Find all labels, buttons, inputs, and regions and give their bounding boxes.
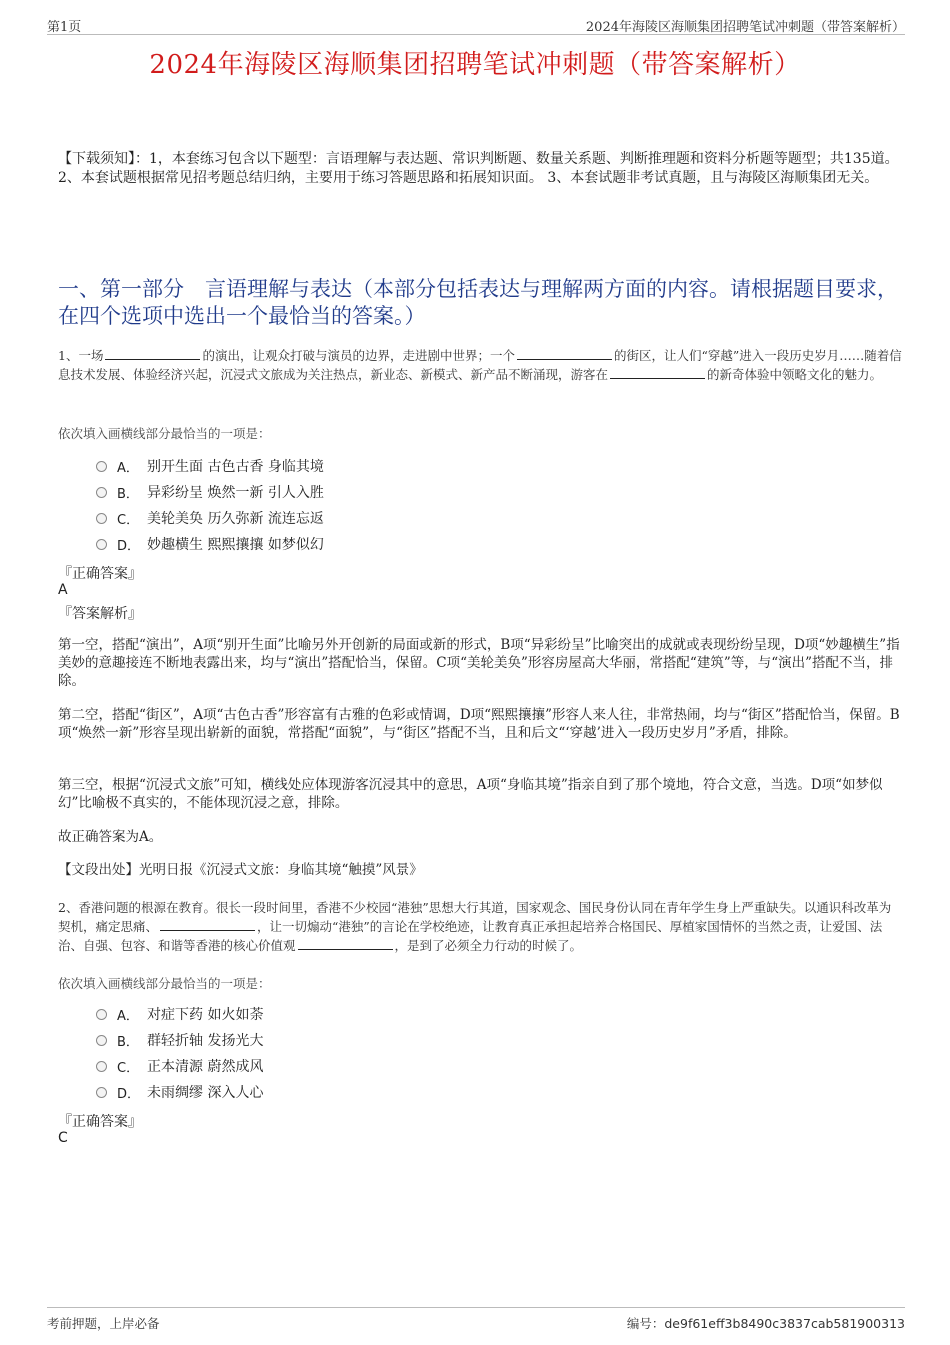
page-number: 第1页: [47, 20, 82, 35]
radio-icon[interactable]: [96, 461, 107, 472]
q1-answer: A: [58, 582, 68, 598]
radio-icon[interactable]: [96, 513, 107, 524]
radio-icon[interactable]: [96, 1009, 107, 1020]
q2-option-b[interactable]: B． 群轻折轴 发扬光大: [96, 1030, 263, 1050]
radio-icon[interactable]: [96, 1035, 107, 1046]
q1-analysis-2: 第二空，搭配“街区”，A项“古色古香”形容富有古雅的色彩或情调，D项“熙熙攘攘”形容人来人往，非常热闹，均与“街区”搭配恰当，保留。B项“焕然一新”形容呈现出崭新的面貌，常搭配“面貌”，与“街区”搭配不当，且和后文“‘穿越’进入一段历史岁月”矛盾，排除。: [58, 707, 900, 741]
page-header: [47, 14, 905, 35]
header-doc-title: 2024年海陵区海顺集团招聘笔试冲刺题（带答案解析）: [585, 20, 905, 35]
document-title: 2024年海陵区海顺集团招聘笔试冲刺题（带答案解析）: [149, 50, 801, 80]
q1-option-b[interactable]: B． 异彩纷呈 焕然一新 引人入胜: [96, 482, 324, 502]
q1-analysis-label: 『答案解析』: [58, 606, 142, 622]
download-notice: 【下载须知】：1，本套练习包含以下题型：言语理解与表达题、常识判断题、数量关系题、判断推理题和资料分析题等题型；共135道。 2、本套试题根据常见招考题总结归纳，主要用于练习答题思路和拓展知识面。 3、本套试题非考试真题，且与海陵区海顺集团无关。: [58, 151, 899, 186]
q1-blank-3: [610, 365, 705, 379]
radio-icon[interactable]: [96, 1087, 107, 1098]
q2-hint: 依次填入画横线部分最恰当的一项是：: [58, 976, 271, 991]
q1-text-3: 的街区，让人们“穿越”进入一段历史岁月……随着信息技术发展、体验经济兴起，沉浸式文旅成为关注热点，新业态、新模式、新产品不断涌现，游客在: [58, 348, 902, 382]
footer-slogan: 考前押题，上岸必备: [47, 1316, 160, 1331]
q1-text-2: 的演出，让观众打破与演员的边界，走进剧中世界；一个: [202, 348, 515, 363]
q2-blank-2: [298, 936, 393, 950]
footer-code: 编号：de9f61eff3b8490c3837cab581900313: [626, 1316, 905, 1331]
page-footer: [47, 1307, 905, 1332]
q2-text-1: 2、香港问题的根源在教育。很长一段时间里，香港不少校园“港独”思想大行其道，国家观念、国民身份认同在青年学生身上严重缺失。以通识科改革为契机，痛定思痛、: [58, 900, 892, 934]
q2-option-c[interactable]: C． 正本清源 蔚然成风: [96, 1056, 263, 1076]
q1-option-d[interactable]: D． 妙趣横生 熙熙攘攘 如梦似幻: [96, 534, 324, 554]
q1-analysis-1: 第一空，搭配“演出”，A项“别开生面”比喻另外开创新的局面或新的形式，B项“异彩纷呈”比喻突出的成就或表现纷纷呈现，D项“妙趣横生”指美妙的意趣接连不断地表露出来，均与“演出”搭配恰当，保留。C项“美轮美奂”形容房屋高大华丽，常搭配“建筑”等，与“演出”搭配不当，排除。: [58, 637, 900, 689]
q1-hint: 依次填入画横线部分最恰当的一项是：: [58, 426, 271, 441]
q2-text-2: ，让一切煽动“港独”的言论在学校绝迹，让教育真正承担起培养合格国民、厚植家国情怀的当然之责，让爱国、法治、自强、包容、和谐等香港的核心价值观: [58, 919, 883, 953]
q1-answer-label: 『正确答案』: [58, 566, 142, 582]
radio-icon[interactable]: [96, 1061, 107, 1072]
q1-blank-2: [517, 346, 612, 360]
q1-analysis-3: 第三空，根据“沉浸式文旅”可知，横线处应体现游客沉浸其中的意思，A项“身临其境”指亲自到了那个境地，符合文意，当选。D项“如梦似幻”比喻极不真实的，不能体现沉浸之意，排除。: [58, 777, 883, 811]
q1-analysis-4: 故正确答案为A。: [58, 829, 163, 845]
q1-option-a[interactable]: A． 别开生面 古色古香 身临其境: [96, 456, 324, 476]
q1-source: 【文段出处】光明日报《沉浸式文旅：身临其境“触摸”风景》: [58, 862, 423, 878]
q1-blank-1: [105, 346, 200, 360]
question-1-stem: [58, 346, 903, 384]
section-title: 一、第一部分 言语理解与表达（本部分包括表达与理解两方面的内容。请根据题目要求，在四个选项中选出一个最恰当的答案。）: [58, 277, 898, 328]
q2-option-d[interactable]: D． 未雨绸缪 深入人心: [96, 1082, 263, 1102]
q2-blank-1: [160, 917, 255, 931]
q2-text-3: ，是到了必须全力行动的时候了。: [394, 938, 583, 953]
radio-icon[interactable]: [96, 539, 107, 550]
q1-text-1: 1、一场: [58, 348, 104, 363]
radio-icon[interactable]: [96, 487, 107, 498]
q1-option-c[interactable]: C． 美轮美奂 历久弥新 流连忘返: [96, 508, 324, 528]
q2-option-a[interactable]: A． 对症下药 如火如荼: [96, 1004, 263, 1024]
question-2-stem: [58, 898, 903, 955]
q2-answer: C: [58, 1130, 68, 1146]
q2-answer-label: 『正确答案』: [58, 1114, 142, 1130]
q1-text-4: 的新奇体验中领略文化的魅力。: [707, 367, 883, 382]
